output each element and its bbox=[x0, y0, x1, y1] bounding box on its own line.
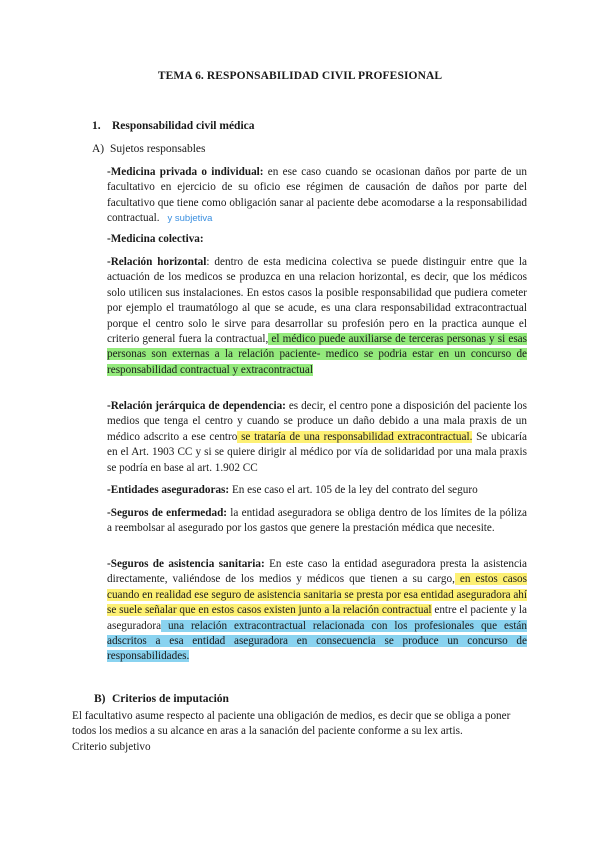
highlight-yellow-asistencia: en estos casos cuando en realidad ese seguro de asistencia sanitaria se presta por esa entidad aseguradora ahí se suele señalar que en estos casos existen junto a la relación contractual bbox=[107, 573, 527, 617]
text-seguros-enfermedad: la entidad aseguradora se obliga dentro de los límites de la póliza a reembolsar al asegurado por los gastos que genere la prestación médica que necesite. bbox=[107, 507, 527, 535]
subsection-b-heading bbox=[94, 693, 229, 705]
text-seguros-asistencia: En este caso la entidad aseguradora presta la asistencia directamente, valiéndose de los medios y médicos que tienen a su cargo, bbox=[107, 558, 527, 586]
term-seguros-asistencia: -Seguros de asistencia sanitaria: bbox=[107, 558, 265, 570]
text-relacion-jerarquica: es decir, el centro pone a disposición del paciente los medios que tenga el centro y cuando se produce un daño debido a una mala praxis de un médico adscrito a ese centro bbox=[107, 400, 527, 443]
handwritten-annotation: y subjetiva bbox=[167, 213, 213, 225]
subsection-b-title: Criterios de imputación bbox=[112, 693, 229, 705]
paragraph-entidades-aseguradoras bbox=[107, 483, 527, 498]
highlight-green: el médico puede auxiliarse de terceras personas y si esas personas son externas a la relación paciente- medico se podria estar en un concurso de responsabilidad contractual y extracontractual bbox=[107, 333, 527, 376]
subsection-a-heading bbox=[92, 143, 206, 155]
section-number: 1. bbox=[92, 120, 101, 132]
highlight-blue: una relación extracontractual relacionada con los profesionales que están adscritos a esa entidad aseguradora en consecuencia se produce un concurso de responsabilidades. bbox=[107, 619, 527, 663]
text-criterios: El facultativo asume respecto al paciente una obligación de medios, es decir que se obliga a poner todos los medios a su alcance en aras a la sanación del paciente conforme a su lex artis. bbox=[72, 710, 511, 738]
text-criterio-subjetivo: Criterio subjetivo bbox=[72, 740, 151, 753]
text-medicina-privada: en ese caso cuando se ocasionan daños por parte de un facultativo en ejercicio de su oficio ese régimen de causación de daños por parte del facultativo que tiene como obligación sanar al paciente debe acomodarse a la responsabilidad contractual. bbox=[107, 166, 527, 225]
term-entidades-aseguradoras: -Entidades aseguradoras: bbox=[107, 484, 230, 496]
term-relacion-horizontal: -Relación horizontal bbox=[107, 256, 207, 268]
term-medicina-colectiva: -Medicina colectiva: bbox=[107, 233, 204, 245]
paragraph-medicina-privada bbox=[107, 165, 527, 227]
paragraph-seguros-asistencia bbox=[107, 557, 527, 665]
text-relacion-horizontal: : dentro de esta medicina colectiva se puede distinguir entre que la actuación de los medicos se produzca en una relacion horizontal, es decir, que los médicos solo utilicen sus instalaciones. En estos casos la posible responsabilidad que pudiera cometer por ejemplo el traumatólogo al que se acude, es una clara responsabilidad extracontractual porque el centro solo le sirve para desarrollar su profesión pero en la practica aunque el criterio general fuera la contractual, bbox=[107, 256, 527, 346]
highlight-yellow-jerarquica: se trataría de una responsabilidad extracontractual. bbox=[237, 430, 473, 443]
paragraph-criterios bbox=[72, 709, 532, 755]
section-heading bbox=[92, 120, 255, 132]
subsection-b-number: B) bbox=[94, 693, 106, 705]
paragraph-relacion-horizontal bbox=[107, 255, 527, 378]
term-seguros-enfermedad: -Seguros de enfermedad: bbox=[107, 507, 228, 519]
paragraph-medicina-colectiva bbox=[107, 232, 527, 247]
subsection-a-title: Sujetos responsables bbox=[110, 143, 206, 155]
section-title: Responsabilidad civil médica bbox=[112, 120, 255, 132]
subsection-a-number: A) bbox=[92, 143, 105, 155]
term-relacion-jerarquica: -Relación jerárquica de dependencia: bbox=[107, 400, 286, 412]
text-entidades-aseguradoras: En ese caso el art. 105 de la ley del contrato del seguro bbox=[229, 484, 478, 496]
text-seguros-asistencia-2: entre el paciente y la aseguradora bbox=[107, 604, 527, 632]
page-title: TEMA 6. RESPONSABILIDAD CIVIL PROFESIONAL bbox=[157, 70, 443, 82]
paragraph-seguros-enfermedad bbox=[107, 506, 527, 537]
term-medicina-privada: -Medicina privada o individual: bbox=[107, 166, 264, 178]
text-relacion-jerarquica-2: Se ubicaría en el Art. 1903 CC y si se quiere dirigir al médico por vía de solidaridad por una mala praxis se podría en base al art. 1.902 CC bbox=[107, 430, 527, 474]
paragraph-relacion-jerarquica bbox=[107, 399, 527, 476]
